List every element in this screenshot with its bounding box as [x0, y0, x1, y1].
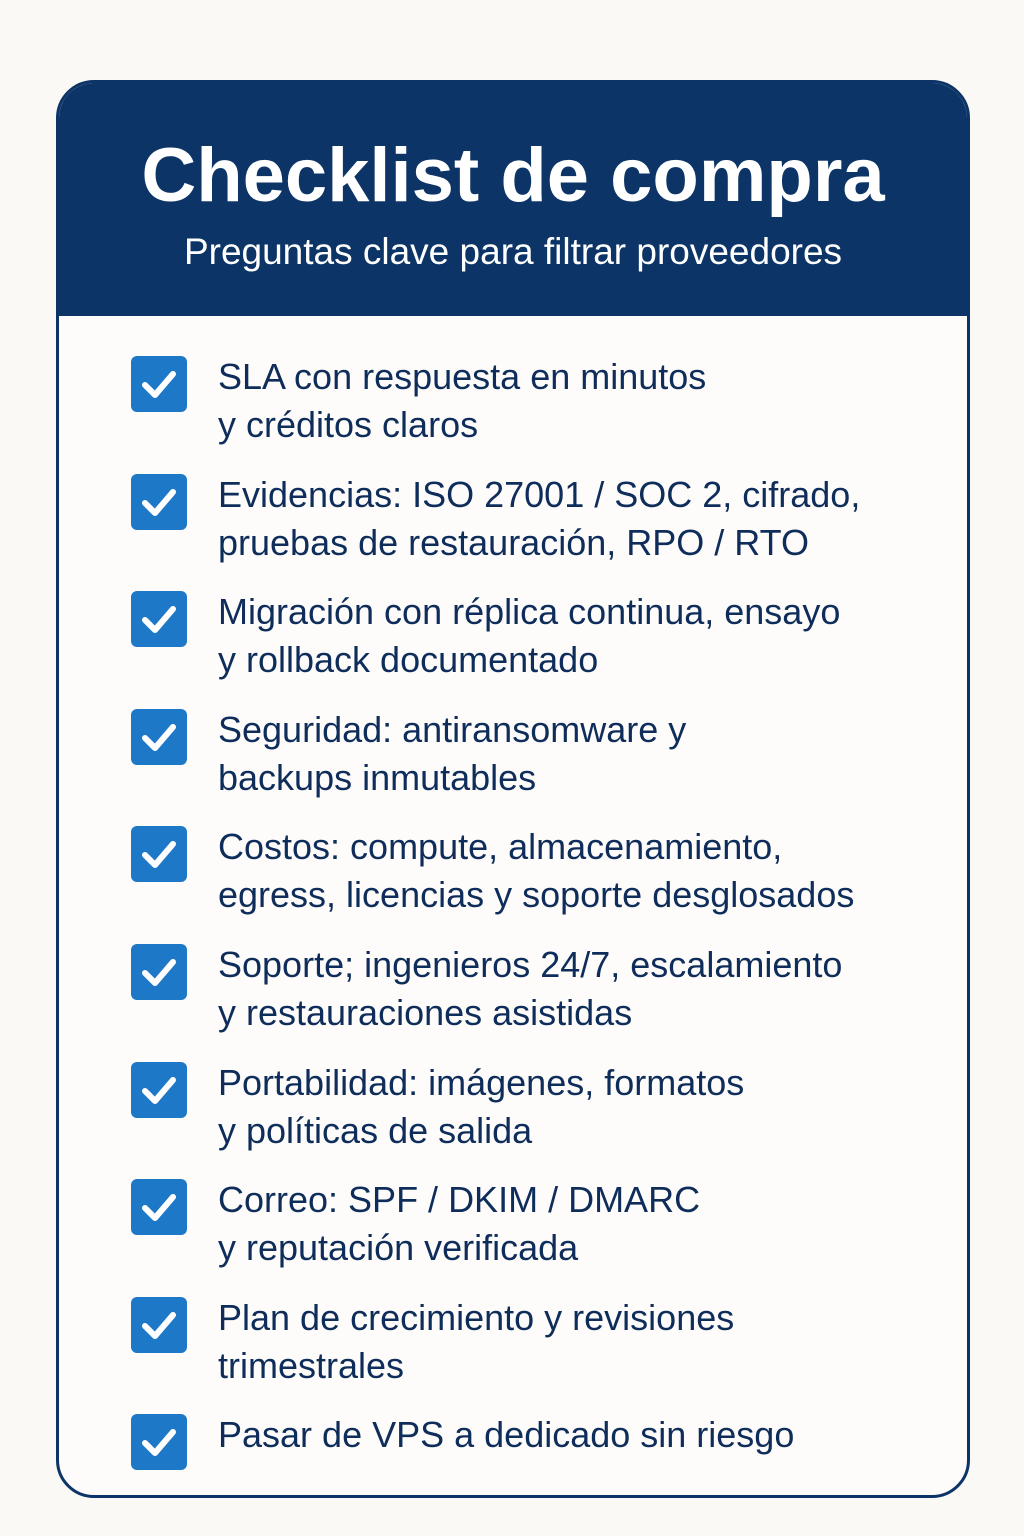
card-header — [59, 83, 967, 316]
checklist-item-text: Pasar de VPS a dedicado sin riesgo — [218, 1414, 795, 1456]
checklist-item-text: Migración con réplica continua, ensayo y rollback documentado — [218, 591, 841, 681]
checkmark-icon — [141, 1074, 177, 1106]
page-subtitle: Preguntas clave para filtrar proveedores — [183, 231, 843, 272]
checkbox[interactable] — [131, 944, 187, 1000]
checkmark-icon — [141, 1426, 177, 1458]
checkmark-icon — [141, 838, 177, 870]
checklist-item-text: Costos: compute, almacenamiento, egress, licencias y soporte desglosados — [218, 826, 855, 916]
checkbox[interactable] — [131, 356, 187, 412]
checkbox[interactable] — [131, 826, 187, 882]
checkbox[interactable] — [131, 591, 187, 647]
checkmark-icon — [141, 956, 177, 988]
checkmark-icon — [141, 1191, 177, 1223]
checkbox[interactable] — [131, 474, 187, 530]
page-title: Checklist de compra — [141, 133, 885, 218]
checkmark-icon — [141, 1309, 177, 1341]
checkbox[interactable] — [131, 709, 187, 765]
checkmark-icon — [141, 721, 177, 753]
checklist-item-text: Seguridad: antiransomware y backups inmutables — [218, 708, 687, 798]
checkbox[interactable] — [131, 1297, 187, 1353]
checkbox[interactable] — [131, 1414, 187, 1470]
checklist-item-text: Evidencias: ISO 27001 / SOC 2, cifrado, pruebas de restauración, RPO / RTO — [218, 473, 861, 563]
checklist-item-text: Soporte; ingenieros 24/7, escalamiento y restauraciones asistidas — [218, 944, 843, 1033]
checklist-card — [56, 80, 970, 1498]
checkbox[interactable] — [131, 1179, 187, 1235]
checklist-item-text: Portabilidad: imágenes, formatos y políticas de salida — [218, 1061, 745, 1151]
checklist-item-text: Plan de crecimiento y revisiones trimestrales — [218, 1296, 735, 1386]
checkmark-icon — [141, 368, 177, 400]
checklist-item-text: SLA con respuesta en minutos y créditos claros — [218, 356, 707, 445]
checkmark-icon — [141, 486, 177, 518]
checklist-item-text: Correo: SPF / DKIM / DMARC y reputación verificada — [218, 1179, 701, 1269]
checkbox[interactable] — [131, 1062, 187, 1118]
checkmark-icon — [141, 603, 177, 635]
